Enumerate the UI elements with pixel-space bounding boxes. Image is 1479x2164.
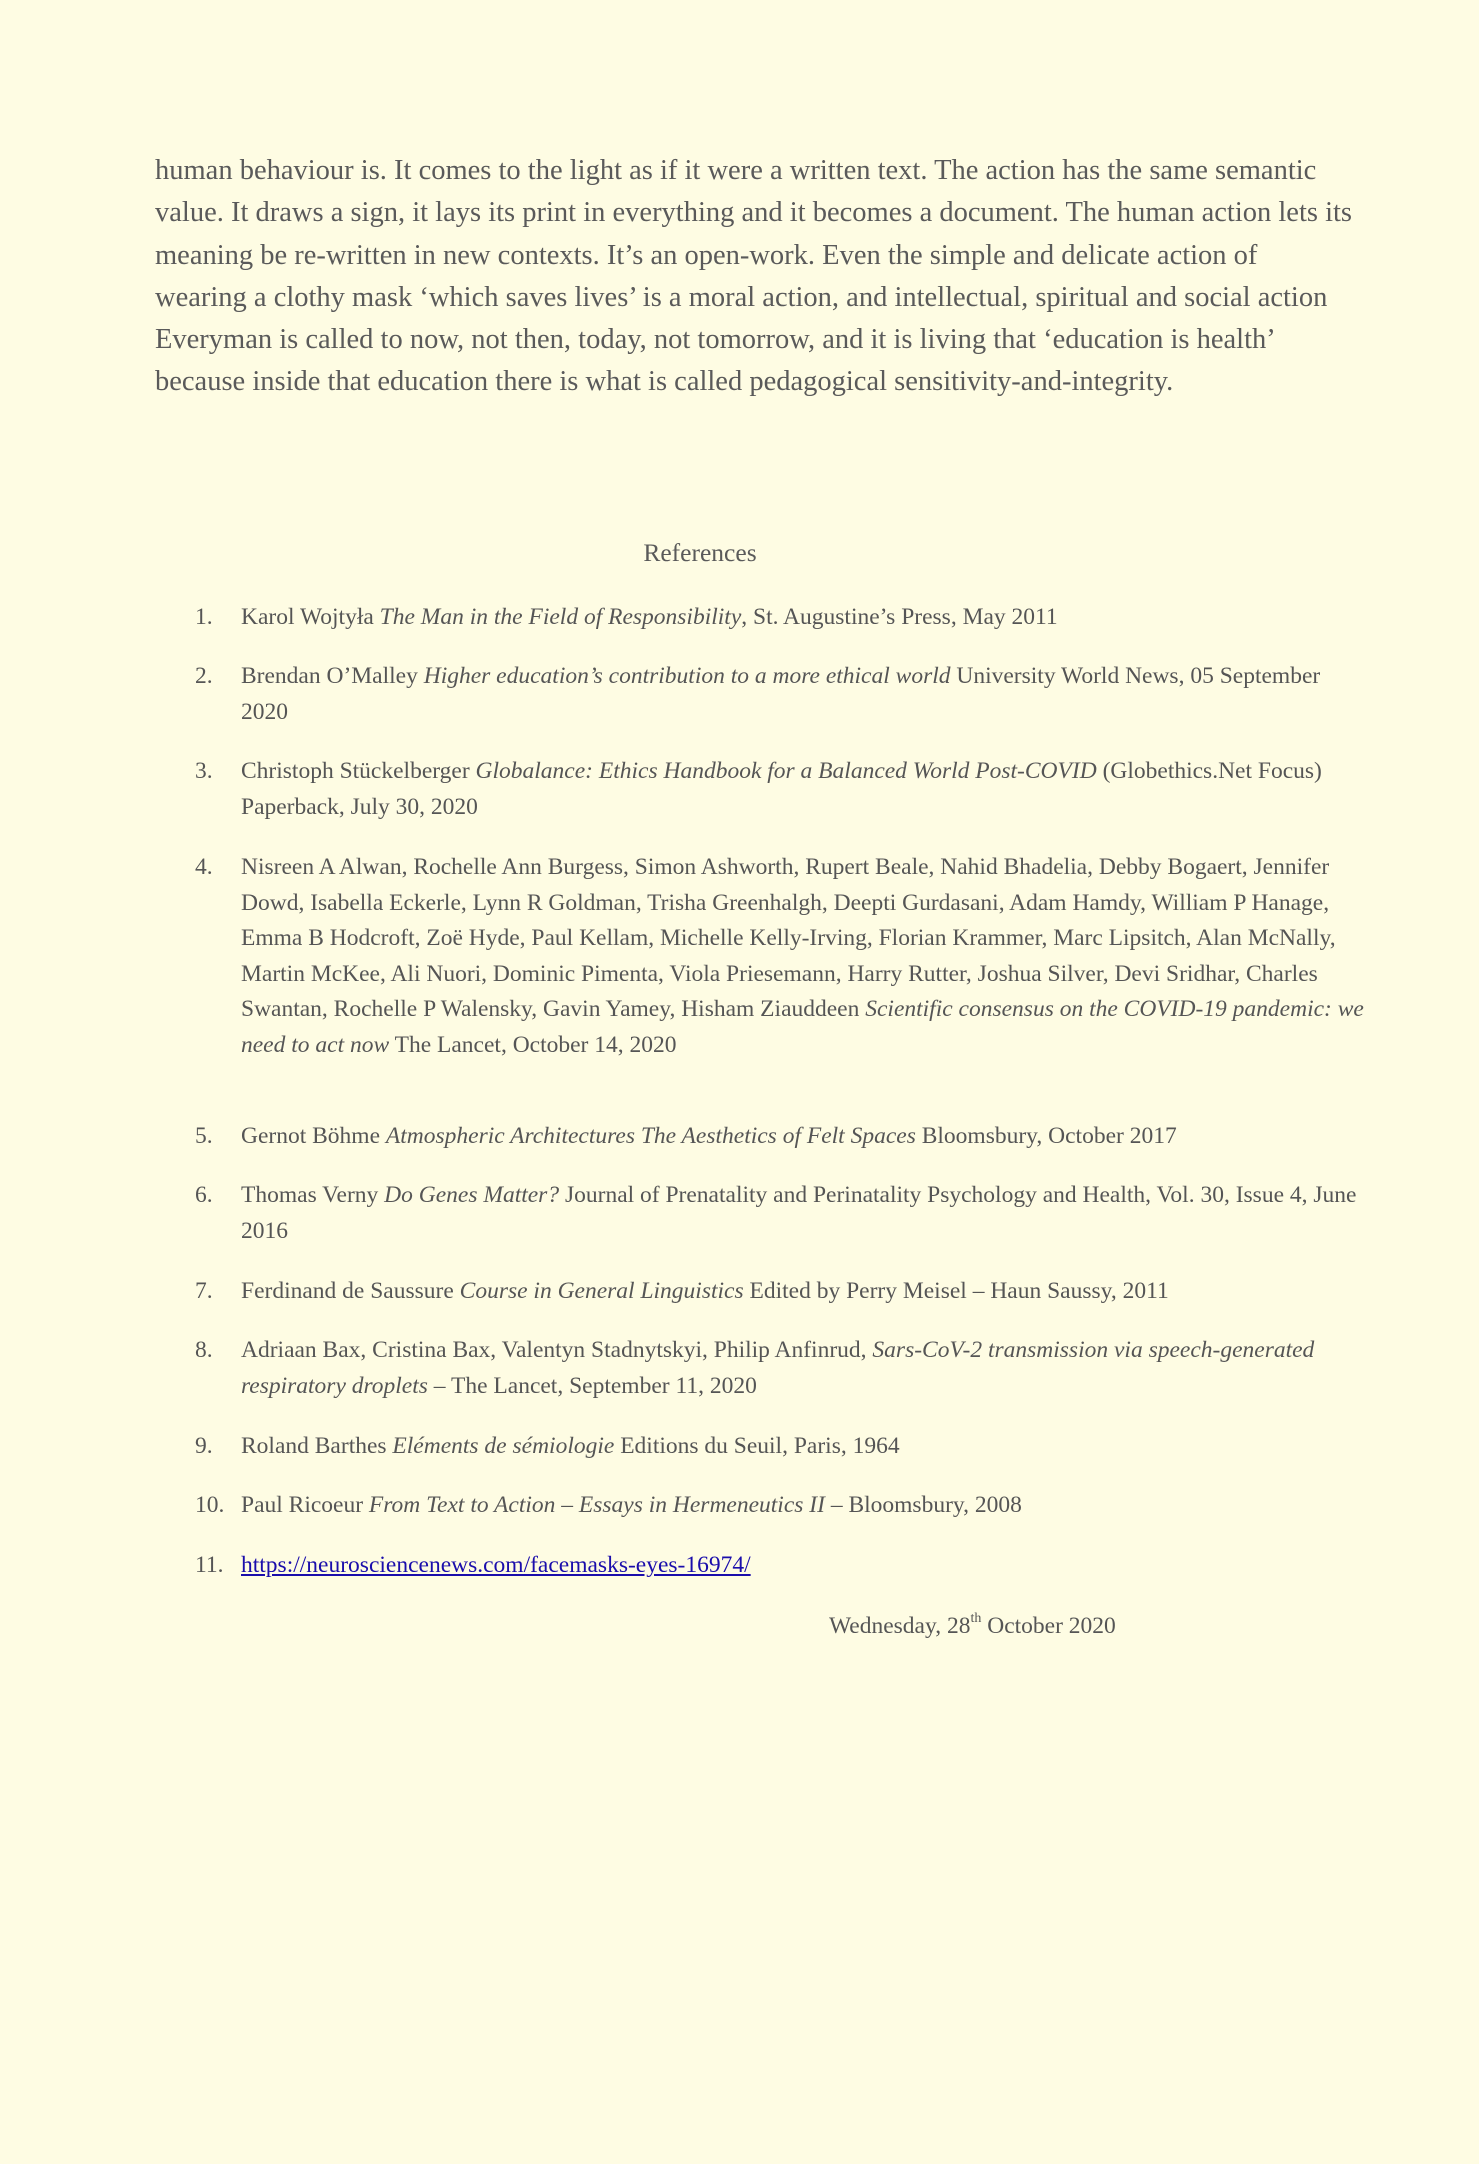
reference-text bbox=[241, 1274, 1371, 1310]
date-suffix: October 2020 bbox=[981, 1613, 1116, 1639]
reference-details: (Globethics.Net Focus) Paperback, July 30, 2020 bbox=[241, 758, 1322, 820]
references-heading: References bbox=[643, 538, 757, 567]
reference-number: 2. bbox=[195, 663, 213, 689]
reference-text bbox=[241, 659, 1371, 730]
reference-author: Roland Barthes bbox=[241, 1433, 393, 1459]
reference-details: – The Lancet, September 11, 2020 bbox=[427, 1372, 757, 1399]
reference-number: 9. bbox=[195, 1433, 213, 1459]
date-ordinal: th bbox=[970, 1611, 982, 1627]
reference-number: 3. bbox=[195, 758, 213, 784]
reference-text bbox=[241, 1333, 1371, 1404]
reference-author: Brendan O’Malley bbox=[241, 663, 424, 689]
reference-details: , St. Augustine’s Press, May 2011 bbox=[741, 604, 1058, 630]
reference-author: Adriaan Bax, Cristina Bax, Valentyn Stadnytskyi, Philip Anfinrud, bbox=[241, 1337, 873, 1363]
reference-text bbox=[241, 850, 1371, 1063]
body-paragraph: human behaviour is. It comes to the light as if it were a written text. The action has the same semantic value. It draws a sign, it lays its print in everything and it becomes a document. The human action lets its meaning be re-written in new contexts. It’s an open-work. Even the simple and delicate action of wearing a clothy mask ‘which saves lives’ is a moral action, and intellectual, spiritual and social action Everyman is called to now, not then, today, not tomorrow, and it is living that ‘education is health’ because inside that education there is what is called pedagogical sensitivity-and-integrity. bbox=[155, 155, 1352, 398]
reference-details: – Bloomsbury, 2008 bbox=[824, 1492, 1022, 1518]
reference-author: Nisreen A Alwan, Rochelle Ann Burgess, Simon Ashworth, Rupert Beale, Nahid Bhadelia, Debby Bogaert, Jennifer Dowd, Isabella Eckerle, Lynn R Goldman, Trisha Greenhalgh, Deepti Gurdasani, Adam Hamdy, William P Hanage, Emma B Hodcroft, Zoë Hyde, Paul Kellam, Michelle Kelly-Irving, Florian Krammer, Marc Lipsitch, Alan McNally, Martin McKee, Ali Nuori, Dominic Pimenta, Viola Priesemann, Harry Rutter, Joshua Silver, Devi Sridhar, Charles Swantan, Rochelle P Walensky, Gavin Yamey, Hisham Ziauddeen bbox=[241, 854, 1336, 1022]
reference-title: Scientific consensus on the COVID-19 pandemic: we need to act now bbox=[241, 996, 1364, 1058]
document-date bbox=[829, 1608, 1116, 1644]
reference-text bbox=[241, 1548, 1371, 1584]
reference-number: 5. bbox=[195, 1123, 213, 1149]
reference-number: 11. bbox=[195, 1552, 224, 1578]
reference-title: Atmospheric Architectures The Aesthetics of Felt Spaces bbox=[385, 1123, 916, 1149]
reference-number: 6. bbox=[195, 1182, 213, 1208]
reference-number: 10. bbox=[195, 1492, 225, 1518]
reference-text bbox=[241, 1119, 1371, 1155]
reference-text bbox=[241, 754, 1371, 825]
reference-details: University World News, 05 September 2020 bbox=[241, 663, 1321, 725]
reference-title: From Text to Action – Essays in Hermeneutics II bbox=[368, 1492, 825, 1518]
reference-author: Thomas Verny bbox=[241, 1182, 385, 1208]
reference-details: The Lancet, October 14, 2020 bbox=[389, 1031, 677, 1058]
reference-title: Sars-CoV-2 transmission via speech-generated respiratory droplets bbox=[241, 1337, 1315, 1399]
reference-text bbox=[241, 1178, 1371, 1249]
reference-title: Course in General Linguistics bbox=[459, 1278, 744, 1304]
reference-author: Ferdinand de Saussure bbox=[241, 1278, 460, 1304]
date-prefix: Wednesday, 28 bbox=[829, 1613, 971, 1639]
reference-number: 1. bbox=[195, 604, 213, 630]
reference-text bbox=[241, 1429, 1371, 1465]
reference-author: Paul Ricoeur bbox=[241, 1492, 369, 1518]
reference-title: Globalance: Ethics Handbook for a Balanced World Post-COVID bbox=[475, 758, 1097, 784]
reference-details: Journal of Prenatality and Perinatality Psychology and Health, Vol. 30, Issue 4, June 2016 bbox=[241, 1182, 1357, 1244]
reference-author: Christoph Stückelberger bbox=[241, 758, 476, 784]
reference-text bbox=[241, 600, 1371, 636]
reference-number: 8. bbox=[195, 1337, 213, 1363]
reference-details: Bloomsbury, October 2017 bbox=[915, 1123, 1177, 1149]
reference-number: 7. bbox=[195, 1278, 213, 1304]
reference-title: Higher education’s contribution to a more ethical world bbox=[423, 663, 951, 689]
reference-details: Edited by Perry Meisel – Haun Saussy, 2011 bbox=[743, 1278, 1169, 1304]
reference-number: 4. bbox=[195, 854, 213, 880]
reference-author: Karol Wojtyła bbox=[241, 604, 380, 630]
reference-text bbox=[241, 1488, 1371, 1524]
reference-title: Do Genes Matter? bbox=[384, 1182, 560, 1208]
reference-link[interactable]: https://neurosciencenews.com/facemasks-eyes-16974/ bbox=[241, 1552, 751, 1578]
reference-title: The Man in the Field of Responsibility bbox=[379, 604, 742, 630]
reference-title: Eléments de sémiologie bbox=[392, 1433, 615, 1459]
reference-details: Editions du Seuil, Paris, 1964 bbox=[614, 1433, 900, 1459]
reference-author: Gernot Böhme bbox=[241, 1123, 386, 1149]
